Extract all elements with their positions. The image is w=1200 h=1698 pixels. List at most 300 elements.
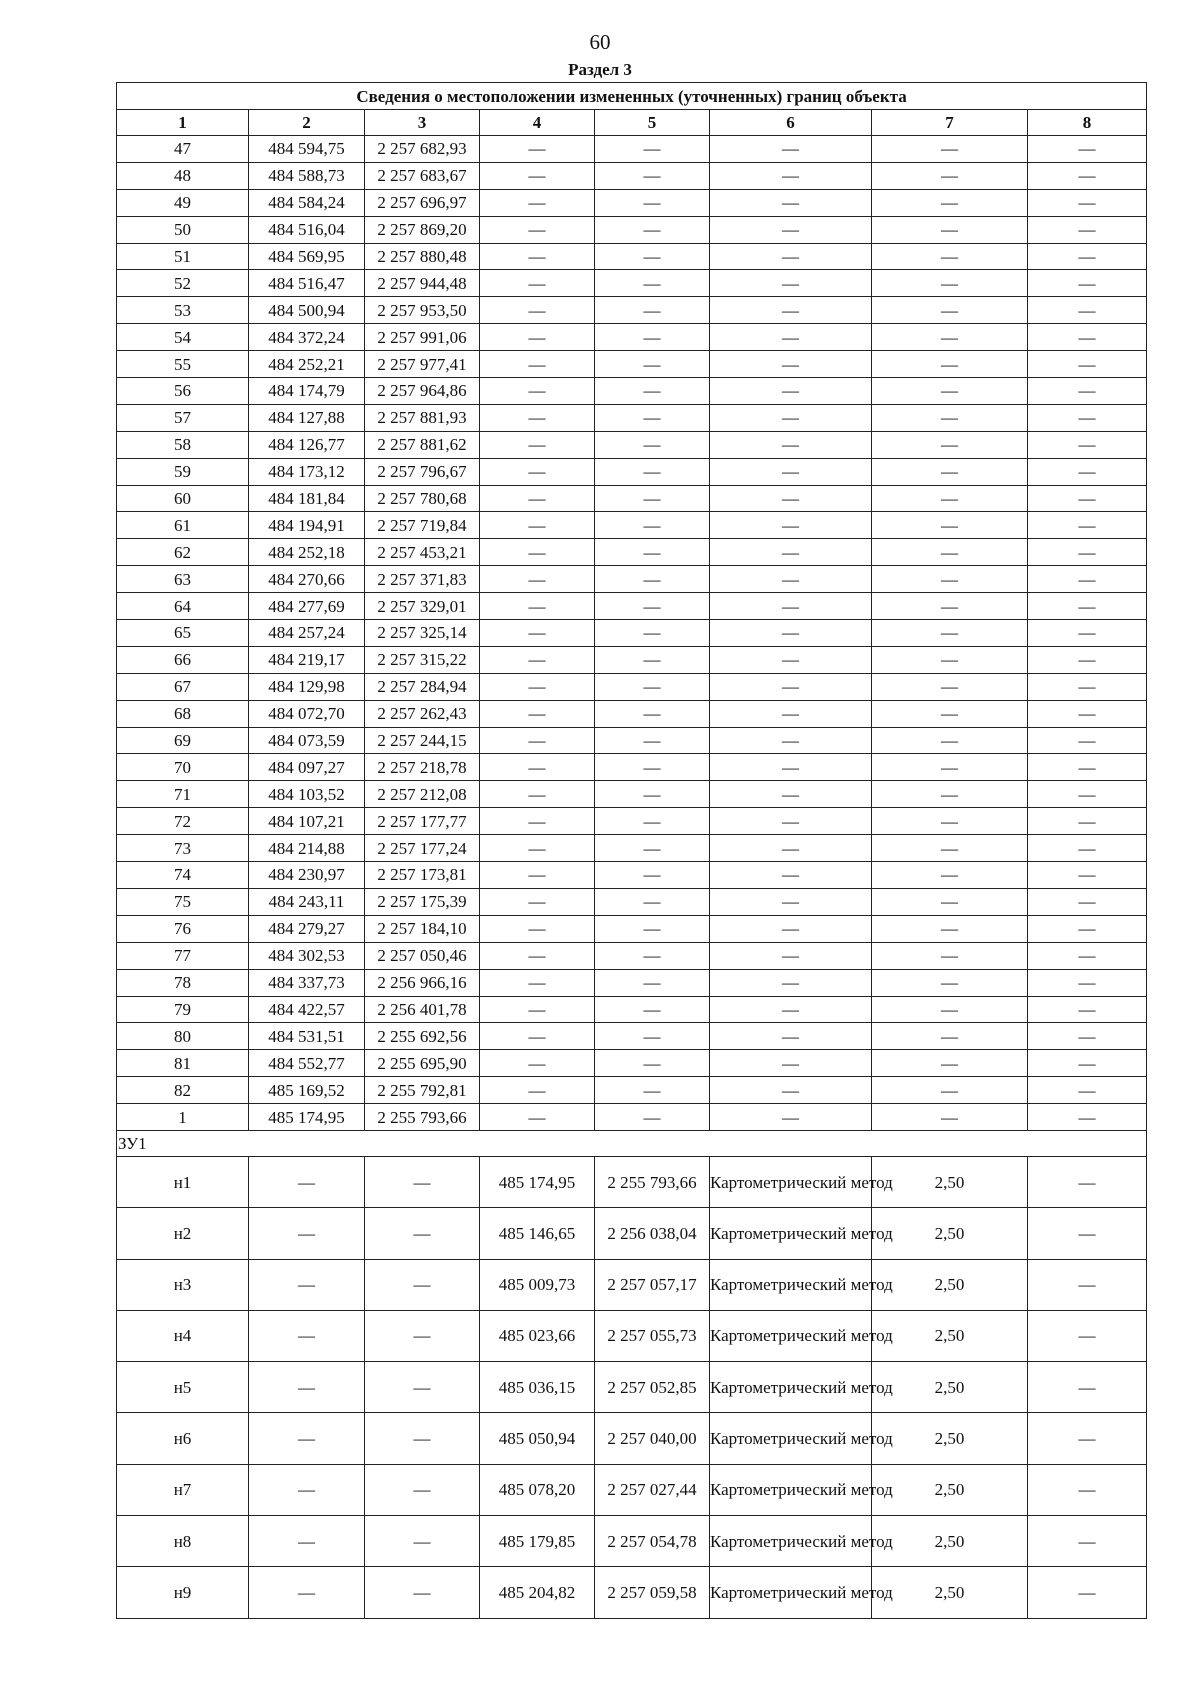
- table-cell: —: [595, 270, 710, 297]
- table-cell: —: [249, 1259, 365, 1310]
- table-cell: —: [1028, 781, 1147, 808]
- table-cell: 2,50: [872, 1362, 1028, 1413]
- table-cell: —: [872, 835, 1028, 862]
- table-cell: 2 257 869,20: [365, 216, 480, 243]
- table-cell: —: [480, 378, 595, 405]
- table-cell: —: [872, 915, 1028, 942]
- table-row: [117, 1310, 1147, 1361]
- table-cell: 484 194,91: [249, 512, 365, 539]
- table-cell: 2 257 453,21: [365, 539, 480, 566]
- table-cell: 2 257 055,73: [595, 1310, 710, 1361]
- table-cell: —: [480, 727, 595, 754]
- table-cell: —: [480, 888, 595, 915]
- table-cell: 2 257 059,58: [595, 1567, 710, 1618]
- table-cell: —: [872, 593, 1028, 620]
- table-cell: 2 257 964,86: [365, 378, 480, 405]
- column-number: 3: [365, 110, 480, 136]
- table-cell: 485 179,85: [480, 1516, 595, 1567]
- table-cell: —: [1028, 700, 1147, 727]
- table-cell: 2 257 212,08: [365, 781, 480, 808]
- table-cell: —: [872, 243, 1028, 270]
- table-cell: —: [1028, 1208, 1147, 1259]
- table-cell: —: [1028, 1104, 1147, 1131]
- table-cell: —: [480, 324, 595, 351]
- table-cell: 2 257 719,84: [365, 512, 480, 539]
- table-cell: —: [480, 1023, 595, 1050]
- table-cell: 484 073,59: [249, 727, 365, 754]
- table-cell: 484 129,98: [249, 673, 365, 700]
- table-cell: 2,50: [872, 1567, 1028, 1618]
- table-cell: н7: [117, 1464, 249, 1515]
- table-cell: 2 257 027,44: [595, 1464, 710, 1515]
- table-cell: —: [1028, 727, 1147, 754]
- table-cell: —: [710, 189, 872, 216]
- table-cell: н6: [117, 1413, 249, 1464]
- table-cell: —: [1028, 942, 1147, 969]
- table-cell: 51: [117, 243, 249, 270]
- table-cell: 484 516,47: [249, 270, 365, 297]
- table-cell: 2,50: [872, 1413, 1028, 1464]
- table-cell: —: [872, 673, 1028, 700]
- table-cell: —: [710, 915, 872, 942]
- table-cell: —: [365, 1310, 480, 1361]
- table-cell: —: [1028, 808, 1147, 835]
- table-cell: —: [480, 458, 595, 485]
- table-cell: 2 257 244,15: [365, 727, 480, 754]
- table-cell: —: [595, 969, 710, 996]
- table-cell: —: [872, 1023, 1028, 1050]
- table-cell: 484 302,53: [249, 942, 365, 969]
- table-cell: —: [595, 942, 710, 969]
- table-cell: 2 257 683,67: [365, 162, 480, 189]
- method-cell: Картометрический метод: [710, 1156, 872, 1207]
- table-cell: —: [480, 969, 595, 996]
- column-number: 2: [249, 110, 365, 136]
- table-cell: —: [872, 189, 1028, 216]
- table-cell: 2 257 953,50: [365, 297, 480, 324]
- table-cell: —: [480, 700, 595, 727]
- table-row: [117, 1050, 1147, 1077]
- table-cell: —: [365, 1413, 480, 1464]
- table-cell: —: [1028, 458, 1147, 485]
- table-cell: 74: [117, 862, 249, 889]
- table-row: [117, 162, 1147, 189]
- table-cell: 2 257 696,97: [365, 189, 480, 216]
- table-cell: —: [1028, 646, 1147, 673]
- table-cell: —: [480, 1104, 595, 1131]
- table-cell: 484 257,24: [249, 620, 365, 647]
- table-cell: —: [595, 216, 710, 243]
- table-row: [117, 1413, 1147, 1464]
- table-row: [117, 620, 1147, 647]
- table-cell: —: [249, 1567, 365, 1618]
- table-cell: —: [710, 835, 872, 862]
- table-cell: —: [1028, 673, 1147, 700]
- table-cell: —: [872, 1104, 1028, 1131]
- table-cell: —: [1028, 216, 1147, 243]
- table-cell: —: [710, 1104, 872, 1131]
- table-cell: —: [1028, 324, 1147, 351]
- table-cell: —: [595, 512, 710, 539]
- table-cell: —: [1028, 1567, 1147, 1618]
- table-row: [117, 458, 1147, 485]
- table-row: [117, 431, 1147, 458]
- table-caption-row: [117, 83, 1147, 110]
- table-cell: —: [872, 216, 1028, 243]
- table-cell: —: [595, 485, 710, 512]
- table-cell: 77: [117, 942, 249, 969]
- table-cell: 484 270,66: [249, 566, 365, 593]
- table-cell: 484 279,27: [249, 915, 365, 942]
- table-cell: 62: [117, 539, 249, 566]
- table-cell: 63: [117, 566, 249, 593]
- table-cell: —: [1028, 1156, 1147, 1207]
- table-cell: —: [872, 969, 1028, 996]
- table-cell: —: [710, 754, 872, 781]
- table-row: [117, 136, 1147, 163]
- table-cell: —: [480, 996, 595, 1023]
- table-row: [117, 324, 1147, 351]
- table-cell: —: [480, 1077, 595, 1104]
- table-cell: —: [710, 727, 872, 754]
- table-cell: —: [249, 1516, 365, 1567]
- table-cell: —: [595, 673, 710, 700]
- table-cell: —: [872, 539, 1028, 566]
- table-cell: 2 257 218,78: [365, 754, 480, 781]
- table-cell: —: [595, 1050, 710, 1077]
- table-cell: н9: [117, 1567, 249, 1618]
- group-label: ЗУ1: [117, 1130, 1147, 1156]
- table-cell: —: [1028, 1050, 1147, 1077]
- table-cell: —: [872, 888, 1028, 915]
- table-cell: 2 257 881,62: [365, 431, 480, 458]
- table-cell: 2 257 796,67: [365, 458, 480, 485]
- table-cell: —: [480, 404, 595, 431]
- table-row: [117, 996, 1147, 1023]
- table-cell: 2 256 401,78: [365, 996, 480, 1023]
- table-cell: —: [710, 324, 872, 351]
- table-cell: —: [710, 700, 872, 727]
- table-cell: —: [365, 1259, 480, 1310]
- table-cell: 56: [117, 378, 249, 405]
- table-cell: —: [480, 270, 595, 297]
- table-cell: —: [1028, 754, 1147, 781]
- table-cell: —: [1028, 593, 1147, 620]
- table-cell: н3: [117, 1259, 249, 1310]
- table-cell: —: [480, 593, 595, 620]
- column-number: 1: [117, 110, 249, 136]
- table-cell: 2 257 371,83: [365, 566, 480, 593]
- table-cell: н2: [117, 1208, 249, 1259]
- table-cell: 484 337,73: [249, 969, 365, 996]
- table-cell: 2 257 184,10: [365, 915, 480, 942]
- table-cell: —: [872, 431, 1028, 458]
- table-cell: —: [595, 727, 710, 754]
- table-cell: 2 255 793,66: [595, 1156, 710, 1207]
- table-cell: —: [595, 754, 710, 781]
- table-cell: 485 050,94: [480, 1413, 595, 1464]
- table-cell: 76: [117, 915, 249, 942]
- table-cell: —: [595, 243, 710, 270]
- table-cell: —: [595, 297, 710, 324]
- table-cell: —: [1028, 1464, 1147, 1515]
- table-row: [117, 539, 1147, 566]
- table-cell: —: [710, 996, 872, 1023]
- column-number: 6: [710, 110, 872, 136]
- table-cell: 55: [117, 351, 249, 378]
- table-row: [117, 888, 1147, 915]
- table-cell: 2,50: [872, 1156, 1028, 1207]
- table-cell: 2 257 880,48: [365, 243, 480, 270]
- table-cell: —: [710, 378, 872, 405]
- table-cell: —: [710, 485, 872, 512]
- table-cell: —: [710, 1023, 872, 1050]
- table-cell: 59: [117, 458, 249, 485]
- table-cell: —: [710, 566, 872, 593]
- table-cell: 2 257 329,01: [365, 593, 480, 620]
- table-row: [117, 862, 1147, 889]
- table-cell: —: [872, 620, 1028, 647]
- table-cell: —: [710, 1077, 872, 1104]
- table-cell: 54: [117, 324, 249, 351]
- table-cell: 484 552,77: [249, 1050, 365, 1077]
- table-cell: —: [595, 539, 710, 566]
- table-cell: 2 257 284,94: [365, 673, 480, 700]
- table-cell: 2 257 682,93: [365, 136, 480, 163]
- table-cell: —: [710, 458, 872, 485]
- table-cell: —: [872, 1050, 1028, 1077]
- table-cell: 2 255 792,81: [365, 1077, 480, 1104]
- table-cell: 50: [117, 216, 249, 243]
- table-cell: 66: [117, 646, 249, 673]
- table-cell: 69: [117, 727, 249, 754]
- table-cell: —: [1028, 297, 1147, 324]
- table-cell: —: [710, 969, 872, 996]
- table-cell: —: [595, 1104, 710, 1131]
- table-row: [117, 781, 1147, 808]
- table-cell: —: [1028, 969, 1147, 996]
- table-cell: 2 257 054,78: [595, 1516, 710, 1567]
- table-cell: 2,50: [872, 1516, 1028, 1567]
- table-cell: —: [480, 431, 595, 458]
- table-cell: —: [710, 888, 872, 915]
- table-cell: —: [872, 942, 1028, 969]
- table-cell: 2 257 177,24: [365, 835, 480, 862]
- table-row: [117, 673, 1147, 700]
- table-cell: 2 257 780,68: [365, 485, 480, 512]
- table-cell: 485 023,66: [480, 1310, 595, 1361]
- column-number: 4: [480, 110, 595, 136]
- table-cell: —: [710, 243, 872, 270]
- table-cell: —: [595, 915, 710, 942]
- table-cell: —: [595, 378, 710, 405]
- table-cell: —: [1028, 1413, 1147, 1464]
- table-cell: 2 257 325,14: [365, 620, 480, 647]
- table-cell: 484 252,18: [249, 539, 365, 566]
- table-cell: 484 127,88: [249, 404, 365, 431]
- table-cell: н4: [117, 1310, 249, 1361]
- table-cell: —: [872, 297, 1028, 324]
- table-cell: —: [710, 162, 872, 189]
- table-cell: 484 531,51: [249, 1023, 365, 1050]
- table-cell: 484 097,27: [249, 754, 365, 781]
- table-cell: 72: [117, 808, 249, 835]
- table-cell: 1: [117, 1104, 249, 1131]
- group-row: [117, 1130, 1147, 1156]
- table-cell: 484 516,04: [249, 216, 365, 243]
- table-cell: 484 219,17: [249, 646, 365, 673]
- table-row: [117, 243, 1147, 270]
- table-cell: —: [710, 673, 872, 700]
- table-cell: 484 230,97: [249, 862, 365, 889]
- table-cell: —: [595, 862, 710, 889]
- table-cell: 2 257 040,00: [595, 1413, 710, 1464]
- table-cell: —: [595, 888, 710, 915]
- table-cell: —: [595, 835, 710, 862]
- table-cell: —: [1028, 566, 1147, 593]
- table-cell: 78: [117, 969, 249, 996]
- table-row: [117, 216, 1147, 243]
- table-cell: —: [595, 1023, 710, 1050]
- table-cell: 58: [117, 431, 249, 458]
- table-cell: 2 257 881,93: [365, 404, 480, 431]
- table-cell: 2,50: [872, 1259, 1028, 1310]
- table-cell: —: [365, 1156, 480, 1207]
- table-cell: 2 257 052,85: [595, 1362, 710, 1413]
- table-row: [117, 808, 1147, 835]
- table-cell: —: [480, 189, 595, 216]
- table-cell: —: [595, 700, 710, 727]
- table-cell: —: [872, 162, 1028, 189]
- table-cell: 484 594,75: [249, 136, 365, 163]
- table-cell: —: [872, 324, 1028, 351]
- table-cell: —: [480, 754, 595, 781]
- table-row: [117, 942, 1147, 969]
- table-cell: —: [1028, 136, 1147, 163]
- table-cell: —: [595, 566, 710, 593]
- table-cell: —: [710, 351, 872, 378]
- table-row: [117, 1077, 1147, 1104]
- table-cell: —: [480, 512, 595, 539]
- table-cell: —: [872, 512, 1028, 539]
- table-cell: 52: [117, 270, 249, 297]
- table-cell: —: [710, 942, 872, 969]
- table-cell: 484 252,21: [249, 351, 365, 378]
- table-cell: —: [595, 1077, 710, 1104]
- table-cell: —: [710, 808, 872, 835]
- table-cell: —: [480, 297, 595, 324]
- table-cell: —: [1028, 485, 1147, 512]
- table-cell: 2 257 977,41: [365, 351, 480, 378]
- table-cell: —: [480, 1050, 595, 1077]
- table-row: [117, 835, 1147, 862]
- table-cell: 485 169,52: [249, 1077, 365, 1104]
- table-row: [117, 1464, 1147, 1515]
- table-cell: 484 107,21: [249, 808, 365, 835]
- table-row: [117, 1023, 1147, 1050]
- coordinates-table: [116, 82, 1147, 1619]
- table-body: [117, 83, 1147, 1619]
- table-cell: —: [595, 431, 710, 458]
- table-cell: —: [710, 404, 872, 431]
- table-cell: —: [480, 539, 595, 566]
- table-cell: —: [1028, 862, 1147, 889]
- table-cell: 484 126,77: [249, 431, 365, 458]
- table-cell: —: [595, 593, 710, 620]
- table-cell: —: [710, 781, 872, 808]
- table-caption: Сведения о местоположении измененных (уточненных) границ объекта: [117, 83, 1147, 110]
- method-cell: Картометрический метод: [710, 1464, 872, 1515]
- table-row: [117, 1208, 1147, 1259]
- table-cell: —: [710, 1050, 872, 1077]
- table-cell: —: [1028, 189, 1147, 216]
- table-cell: —: [480, 485, 595, 512]
- table-cell: —: [249, 1362, 365, 1413]
- table-cell: —: [595, 808, 710, 835]
- table-cell: —: [249, 1464, 365, 1515]
- table-cell: —: [1028, 1310, 1147, 1361]
- table-row: [117, 593, 1147, 620]
- table-row: [117, 700, 1147, 727]
- table-cell: 57: [117, 404, 249, 431]
- table-cell: —: [1028, 1516, 1147, 1567]
- table-cell: 2,50: [872, 1464, 1028, 1515]
- table-cell: —: [1028, 512, 1147, 539]
- table-cell: —: [710, 431, 872, 458]
- table-cell: 485 078,20: [480, 1464, 595, 1515]
- table-cell: —: [1028, 162, 1147, 189]
- table-cell: —: [710, 297, 872, 324]
- table-row: [117, 351, 1147, 378]
- table-cell: —: [872, 862, 1028, 889]
- table-cell: —: [249, 1208, 365, 1259]
- table-cell: —: [480, 162, 595, 189]
- table-cell: —: [595, 781, 710, 808]
- table-cell: 61: [117, 512, 249, 539]
- table-cell: 48: [117, 162, 249, 189]
- table-cell: 2 255 793,66: [365, 1104, 480, 1131]
- table-row: [117, 915, 1147, 942]
- table-cell: 2 257 944,48: [365, 270, 480, 297]
- table-cell: —: [710, 593, 872, 620]
- table-cell: 484 569,95: [249, 243, 365, 270]
- table-row: [117, 297, 1147, 324]
- table-cell: —: [480, 243, 595, 270]
- table-cell: —: [710, 136, 872, 163]
- table-cell: —: [1028, 1077, 1147, 1104]
- table-cell: —: [480, 216, 595, 243]
- table-cell: —: [595, 458, 710, 485]
- table-row: [117, 404, 1147, 431]
- table-cell: 2 257 177,77: [365, 808, 480, 835]
- table-cell: 484 214,88: [249, 835, 365, 862]
- table-row: [117, 1156, 1147, 1207]
- table-row: [117, 1567, 1147, 1618]
- table-cell: —: [872, 727, 1028, 754]
- table-cell: —: [480, 351, 595, 378]
- table-cell: —: [595, 189, 710, 216]
- table-cell: 485 146,65: [480, 1208, 595, 1259]
- table-cell: —: [872, 700, 1028, 727]
- table-cell: —: [872, 351, 1028, 378]
- table-row: [117, 969, 1147, 996]
- table-cell: —: [595, 136, 710, 163]
- table-cell: 484 103,52: [249, 781, 365, 808]
- table-cell: —: [595, 620, 710, 647]
- table-cell: 81: [117, 1050, 249, 1077]
- column-number-row: [117, 110, 1147, 136]
- table-cell: 484 243,11: [249, 888, 365, 915]
